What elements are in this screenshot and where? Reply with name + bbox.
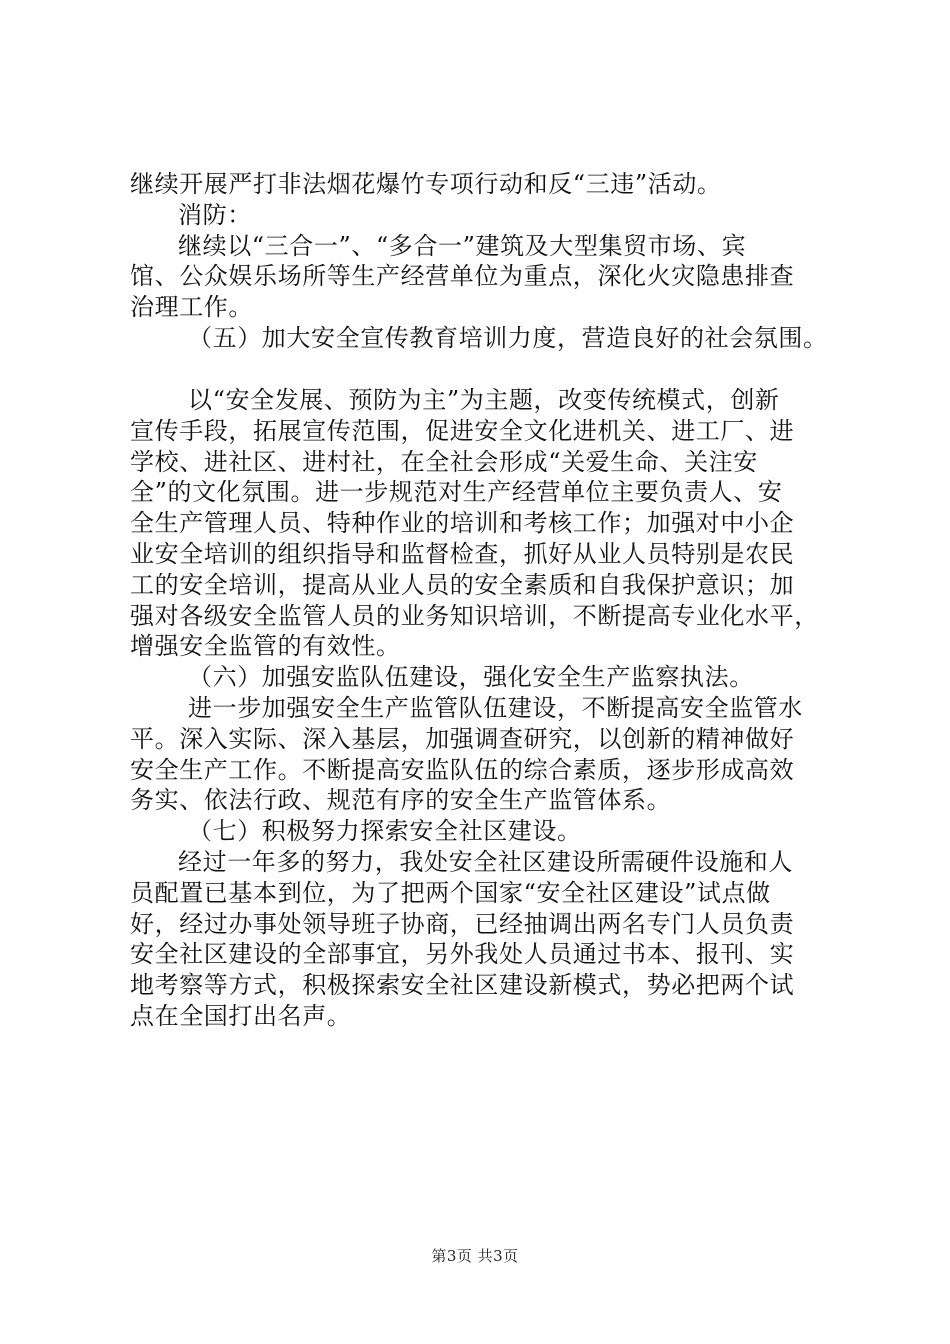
paragraph-line: 员配置已基本到位，为了把两个国家“安全社区建设”试点做 [130, 878, 771, 907]
paragraph-line: 宣传手段，拓展宣传范围，促进安全文化进机关、进工厂、进 [130, 416, 795, 445]
paragraph-line: 以“安全发展、预防为主”为主题，改变传统模式，创新 [188, 386, 780, 414]
paragraph-line: 进一步加强安全生产监管队伍建设，不断提高安全监管水 [188, 693, 803, 722]
paragraph-line: 经过一年多的努力，我处安全社区建设所需硬件设施和人 [178, 847, 793, 876]
paragraph-line: 工的安全培训，提高从业人员的安全素质和自我保护意识；加 [130, 570, 795, 599]
paragraph-line: 全”的文化氛围。进一步规范对生产经营单位主要负责人、安 [130, 478, 783, 507]
paragraph-line: 全生产管理人员、特种作业的培训和考核工作；加强对中小企 [130, 509, 795, 538]
section-label-fire: 消防： [178, 200, 252, 229]
paragraph-line: 馆、公众娱乐场所等生产经营单位为重点，深化火灾隐患排查 [130, 262, 795, 291]
section-heading-6: （六）加强安监队伍建设，强化安全生产监察执法。 [188, 663, 754, 692]
paragraph-line: 好，经过办事处领导班子协商，已经抽调出两名专门人员负责 [130, 909, 795, 938]
paragraph-line: 点在全国打出名声。 [130, 1001, 352, 1030]
paragraph-line: 继续以“三合一”、“多合一”建筑及大型集贸市场、宾 [178, 231, 747, 260]
paragraph-line: 务实、依法行政、规范有序的安全生产监管体系。 [130, 786, 672, 815]
paragraph-line: 学校、进社区、进村社，在全社会形成“关爱生命、关注安 [130, 447, 758, 476]
paragraph-line: 增强安全监管的有效性。 [130, 632, 401, 661]
body-text-block-b [130, 385, 850, 1032]
paragraph-line: 业安全培训的组织指导和监督检查，抓好从业人员特别是农民 [130, 539, 795, 568]
paragraph-line: 安全生产工作。不断提高安监队伍的综合素质，逐步形成高效 [130, 755, 795, 784]
section-heading-7: （七）积极努力探索安全社区建设。 [188, 817, 582, 846]
paragraph-line: 平。深入实际、深入基层，加强调查研究，以创新的精神做好 [130, 724, 795, 753]
paragraph-line: 强对各级安全监管人员的业务知识培训，不断提高专业化水平， [130, 601, 819, 630]
section-heading-5: （五）加大安全宣传教育培训力度，营造良好的社会氛围。 [188, 323, 828, 352]
paragraph-line: 治理工作。 [130, 293, 253, 322]
page-number-footer: 第3页 共3页 [431, 1247, 519, 1265]
paragraph-line: 地考察等方式，积极探索安全社区建设新模式，势必把两个试 [130, 971, 795, 1000]
paragraph-line: 继续开展严打非法烟花爆竹专项行动和反“三违”活动。 [130, 170, 722, 198]
paragraph-line: 安全社区建设的全部事宜，另外我处人员通过书本、报刊、实 [130, 940, 795, 969]
body-text-block-a [130, 169, 850, 354]
